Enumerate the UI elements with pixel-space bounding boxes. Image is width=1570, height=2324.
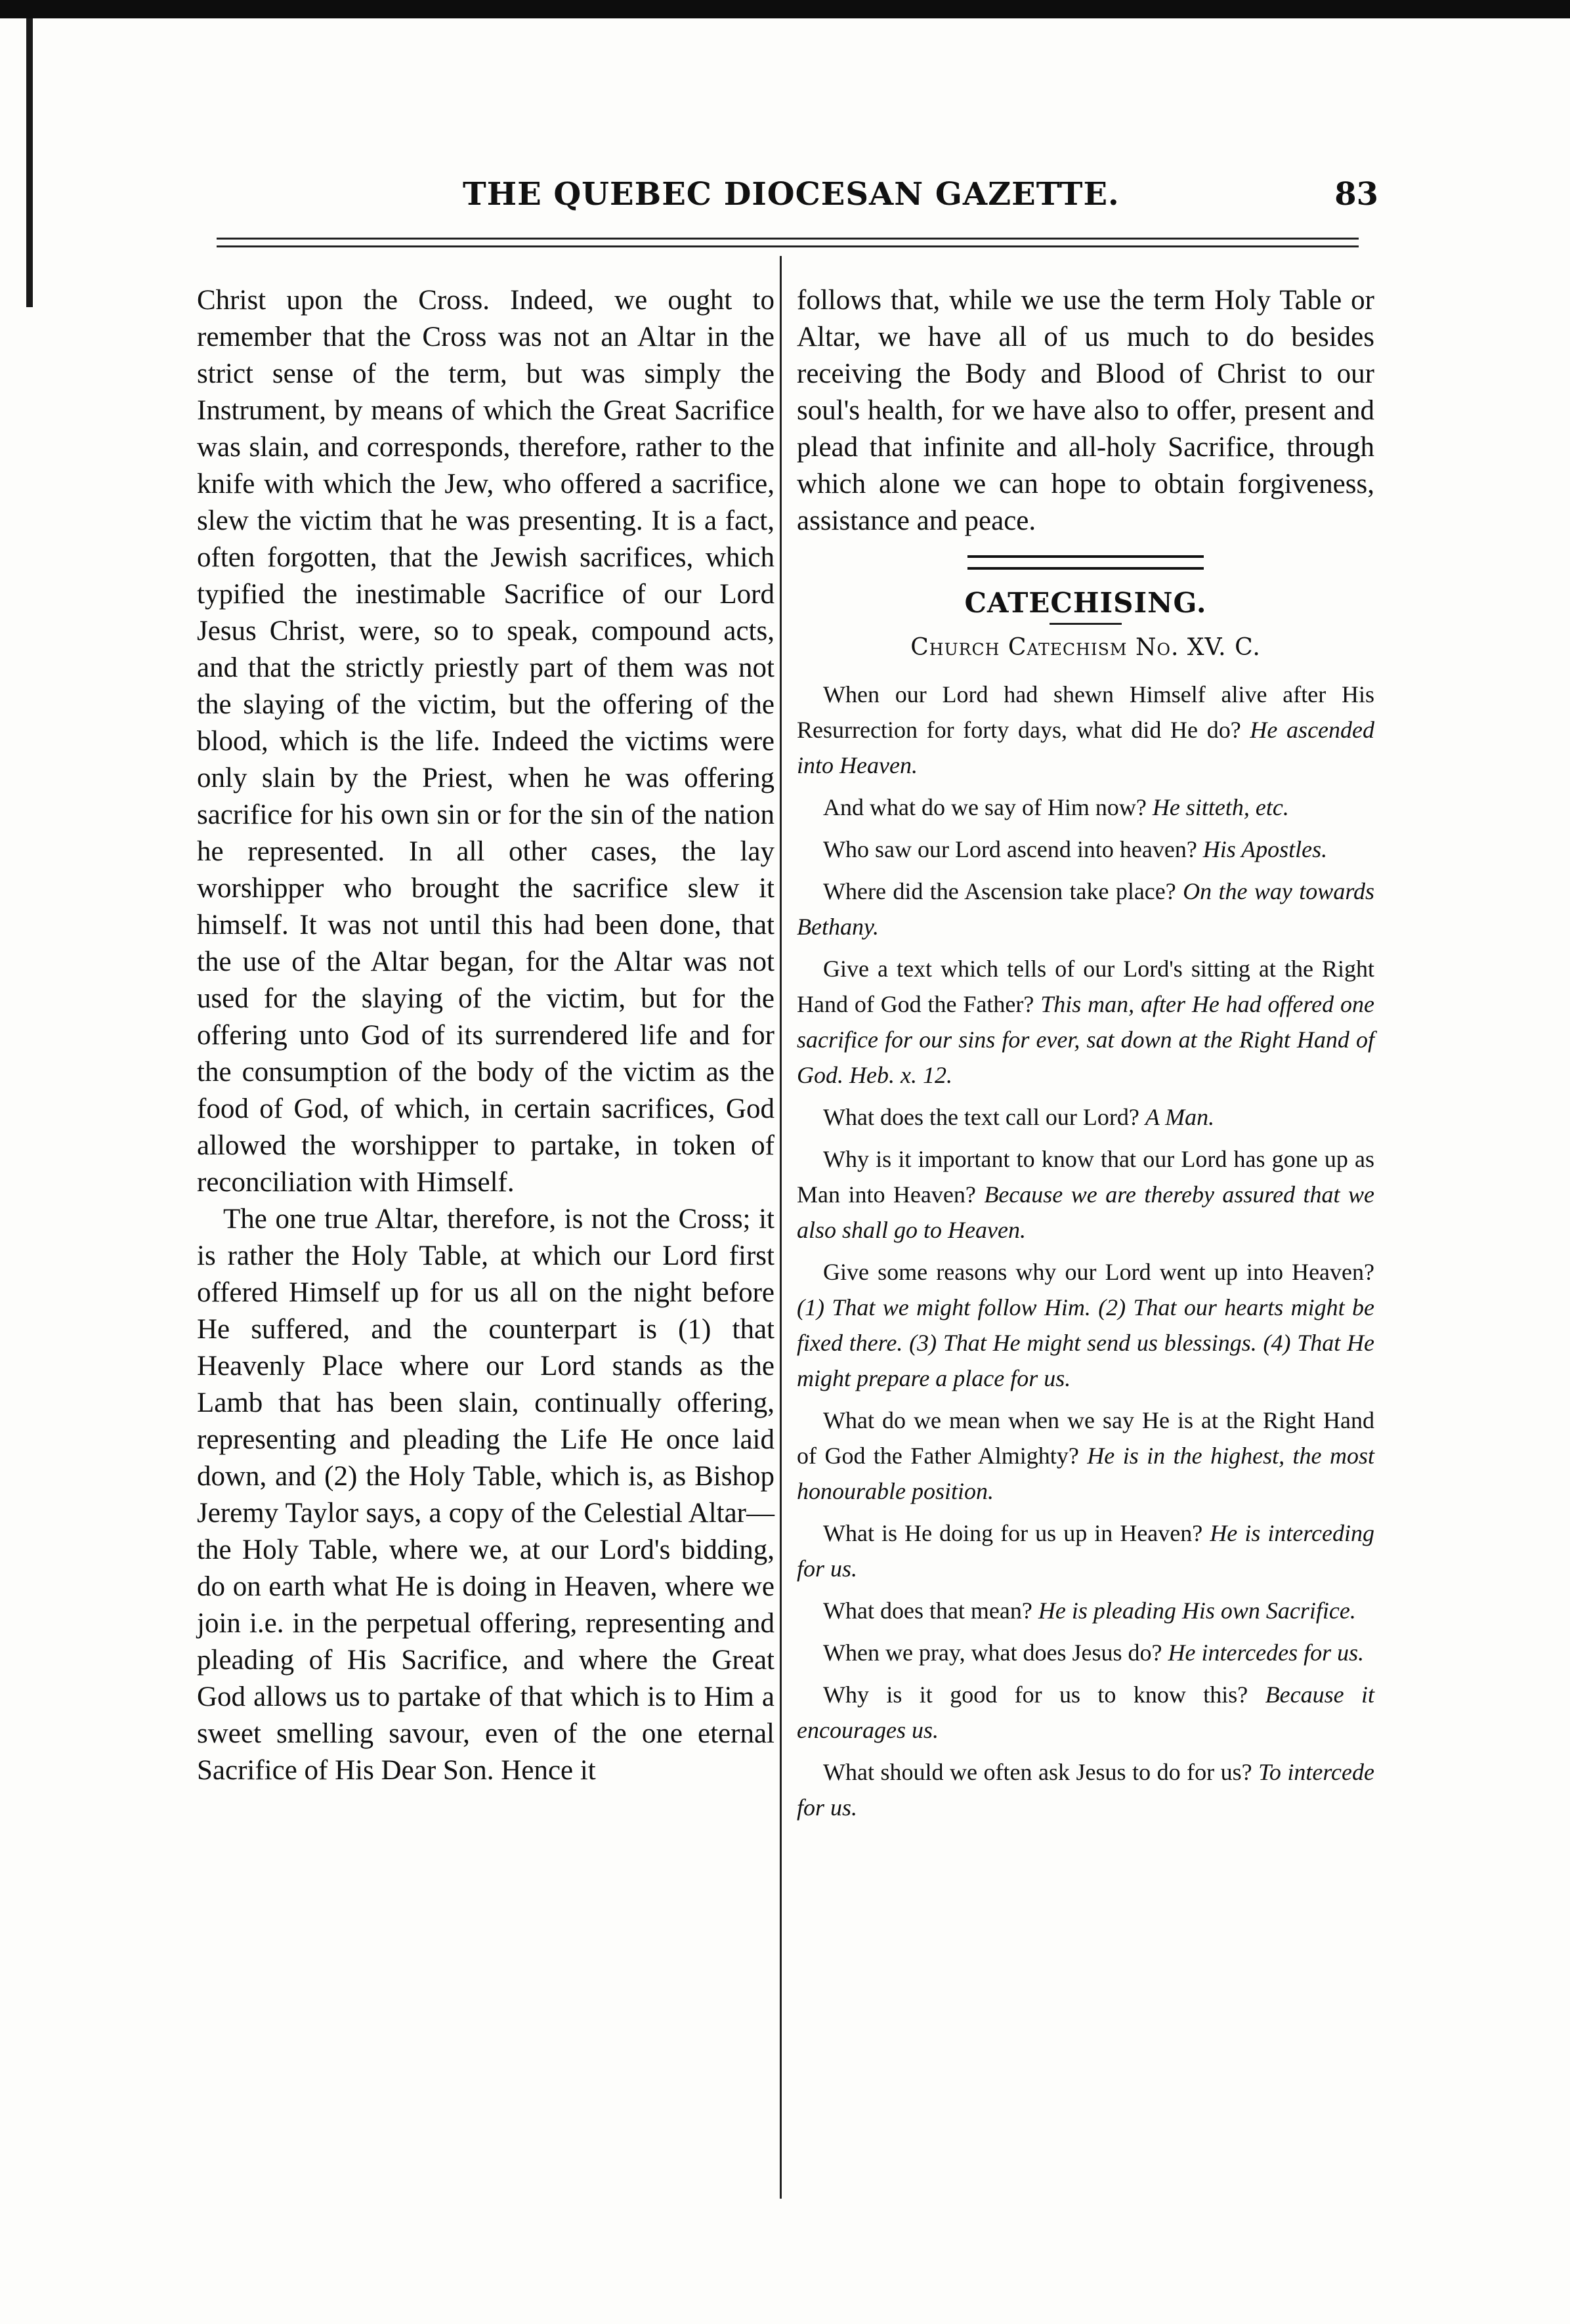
page-title: THE QUEBEC DIOCESAN GAZETTE. <box>463 176 1120 213</box>
catechism-question: Where did the Ascension take place? <box>823 878 1176 904</box>
catechism-item <box>797 677 1374 783</box>
catechism-question: Who saw our Lord ascend into heaven? <box>823 836 1197 862</box>
catechism-question: Give a text which tells of our Lord's sitting at the Right Hand of God the Father? <box>797 956 1374 1017</box>
catechism-question: Give some reasons why our Lord went up into Heaven? <box>823 1259 1374 1285</box>
catechism-item <box>797 1254 1374 1396</box>
catechism-question: Why is it good for us to know this? <box>823 1681 1248 1708</box>
right-paragraph-1: follows that, while we use the term Holy Table or Altar, we have all of us much to do besides receiving the Body and Blood of Christ to our soul's health, for we have also to offer, present and plead that infinite and all-holy Sacrifice, through which alone we can hope to obtain forgiveness, assistance and peace. <box>797 285 1374 536</box>
section-subtitle: Church Catechism No. XV. C. <box>910 634 1261 661</box>
catechism-item <box>797 1593 1374 1628</box>
catechism-answer: He intercedes for us. <box>1168 1639 1365 1666</box>
left-paragraph-1: Christ upon the Cross. Indeed, we ought to remember that the Cross was not an Altar in the strict sense of the term, but was simply the Instrument, by means of which the Great Sacrifice was slain, and corresponds, therefore, rather to the knife with which the Jew, who offered a sacrifice, slew the victim that he was presenting. It is a fact, often forgotten, that the Jewish sacrifices, which typified the inestimable Sacrifice of our Lord Jesus Christ, were, so to speak, compound acts, and that the strictly priestly part of them was not the slaying of the victim, but the offering of the blood, which is the life. Indeed the victims were only slain by the Priest, when he was offering sacrifice for his own sin or for the sin of the nation he represented. In all other cases, the lay worshipper who brought the sacrifice slew it himself. It was not until this had been done, that the use of the Altar began, for the Altar was not used for the slaying of the victim, but for the offering unto God of its surrendered life and for the consumption of the body of the victim as the food of God, of which, in certain sacrifices, God allowed the worshipper to partake, in token of reconciliation with Himself. <box>197 285 774 1198</box>
catechism-answer: A Man. <box>1145 1104 1215 1130</box>
catechism-answer: On the way towards Bethany. <box>797 878 1375 940</box>
left-border-rule <box>26 18 33 307</box>
catechism-item <box>797 1099 1374 1135</box>
catechism-question: And what do we say of Him now? <box>823 794 1147 820</box>
catechism-answer: (1) That we might follow Him. (2) That our hearts might be fixed there. (3) That He might send us blessings. (4) That He might prepare a place for us. <box>797 1294 1374 1391</box>
top-border-rule <box>0 0 1570 18</box>
catechism-item <box>797 1403 1374 1509</box>
catechism-question: Why is it important to know that our Lord has gone up as Man into Heaven? <box>797 1146 1374 1208</box>
catechism-answer: His Apostles. <box>1202 836 1328 862</box>
catechism-item <box>797 874 1374 944</box>
catechism-question: What do we mean when we say He is at the Right Hand of God the Father Almighty? <box>797 1407 1374 1469</box>
catechism-item <box>797 832 1374 867</box>
right-column <box>797 282 1374 1832</box>
catechism-item <box>797 1141 1374 1248</box>
catechism-question: What is He doing for us up in Heaven? <box>823 1520 1203 1546</box>
catechism-answer: He is interceding for us. <box>797 1520 1375 1582</box>
header-rule-top <box>217 238 1359 240</box>
catechism-answer: To intercede for us. <box>797 1759 1374 1821</box>
catechism-question: When we pray, what does Jesus do? <box>823 1639 1162 1666</box>
page-header <box>197 176 1378 228</box>
catechism-item <box>797 1754 1374 1825</box>
catechism-answer: He is in the highest, the most honourable position. <box>797 1443 1375 1504</box>
catechism-answer: Because it encourages us. <box>797 1681 1374 1743</box>
catechism-question: When our Lord had shewn Himself alive after His Resurrection for forty days, what did He do? <box>797 681 1374 743</box>
page-number: 83 <box>1334 176 1378 213</box>
catechism-answer: He sitteth, etc. <box>1152 794 1289 820</box>
catechism-answer: Because we are thereby assured that we also shall go to Heaven. <box>797 1181 1375 1243</box>
catechism-answer: He is pleading His own Sacrifice. <box>1038 1597 1356 1624</box>
catechism-answer: He ascended into Heaven. <box>797 717 1375 778</box>
catechism-question: What does the text call our Lord? <box>823 1104 1139 1130</box>
catechism-answer: This man, after He had offered one sacrifice for our sins for ever, sat down at the Right Hand of God. Heb. x. 12. <box>797 991 1375 1088</box>
section-separator <box>967 555 1204 570</box>
title-underline <box>1050 623 1122 625</box>
catechism-item <box>797 790 1374 825</box>
catechism-question: What does that mean? <box>823 1597 1032 1624</box>
left-column <box>197 282 774 1789</box>
catechism-item <box>797 951 1374 1093</box>
catechism-qa-list <box>797 677 1374 1825</box>
catechism-question: What should we often ask Jesus to do for us? <box>823 1759 1252 1785</box>
header-rule-bottom <box>217 245 1359 247</box>
catechism-item <box>797 1515 1374 1586</box>
column-divider <box>780 256 782 2199</box>
section-title: CATECHISING. <box>964 587 1207 619</box>
catechism-item <box>797 1635 1374 1670</box>
left-paragraph-2: The one true Altar, therefore, is not the Cross; it is rather the Holy Table, at which our Lord first offered Himself up for us all on the night before He suffered, and the counterpart is (1) that Heavenly Place where our Lord stands as the Lamb that has been slain, continually offering, representing and pleading the Life He once laid down, and (2) the Holy Table, which is, as Bishop Jeremy Taylor says, a copy of the Celestial Altar—the Holy Table, where we, at our Lord's bidding, do on earth what He is doing in Heaven, where we join i.e. in the perpetual offering, representing and pleading of His Sacrifice, and where the Great God allows us to partake of that which is to Him a sweet smelling savour, even of the one eternal Sacrifice of His Dear Son. Hence it <box>197 1204 774 1786</box>
catechism-item <box>797 1677 1374 1748</box>
